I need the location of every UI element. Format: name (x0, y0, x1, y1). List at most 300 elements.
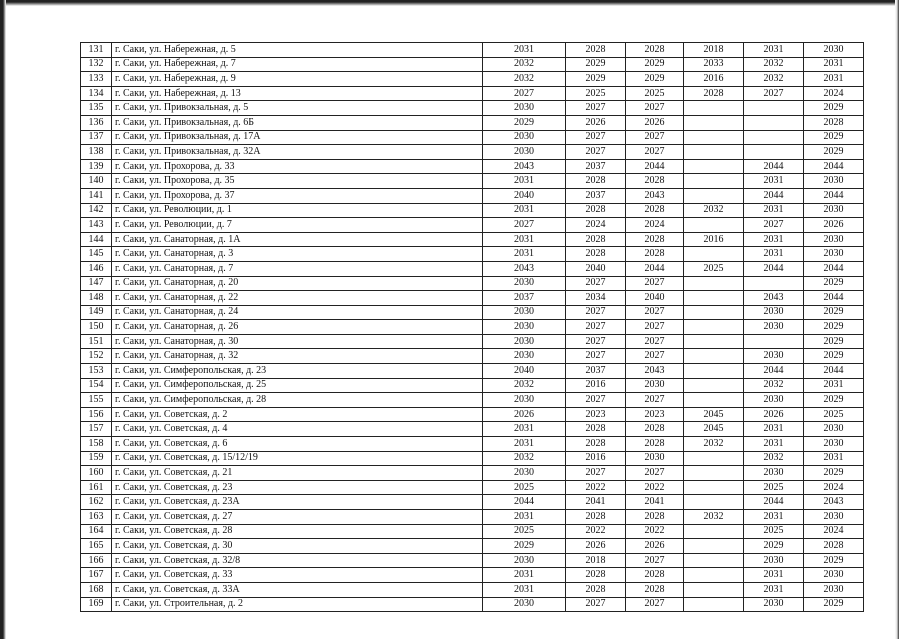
year-cell: 2026 (566, 115, 626, 130)
row-number-cell: 155 (81, 393, 112, 408)
year-cell: 2044 (804, 261, 864, 276)
table-row (81, 378, 864, 393)
year-cell: 2031 (744, 568, 804, 583)
year-cell: 2028 (566, 568, 626, 583)
year-cell: 2030 (744, 305, 804, 320)
row-number-cell: 159 (81, 451, 112, 466)
year-cell: 2029 (804, 145, 864, 160)
address-cell: г. Саки, ул. Строительная, д. 2 (112, 597, 483, 612)
year-cell: 2040 (483, 188, 566, 203)
year-cell (684, 305, 744, 320)
year-cell: 2027 (744, 86, 804, 101)
year-cell (684, 130, 744, 145)
year-cell: 2027 (626, 393, 684, 408)
building-schedule-table (80, 42, 864, 612)
table-row (81, 218, 864, 233)
year-cell: 2032 (744, 451, 804, 466)
row-number-cell: 137 (81, 130, 112, 145)
table-row (81, 349, 864, 364)
table-row (81, 393, 864, 408)
year-cell: 2028 (626, 247, 684, 262)
row-number-cell: 140 (81, 174, 112, 189)
table-row (81, 291, 864, 306)
year-cell: 2028 (566, 232, 626, 247)
year-cell: 2044 (804, 364, 864, 379)
row-number-cell: 141 (81, 188, 112, 203)
year-cell: 2043 (626, 188, 684, 203)
row-number-cell: 131 (81, 43, 112, 58)
address-cell: г. Саки, ул. Прохорова, д. 37 (112, 188, 483, 203)
address-cell: г. Саки, ул. Советская, д. 2 (112, 407, 483, 422)
row-number-cell: 136 (81, 115, 112, 130)
year-cell: 2025 (804, 407, 864, 422)
year-cell (684, 378, 744, 393)
row-number-cell: 138 (81, 145, 112, 160)
year-cell: 2032 (684, 437, 744, 452)
year-cell: 2027 (566, 145, 626, 160)
year-cell: 2028 (566, 43, 626, 58)
address-cell: г. Саки, ул. Советская, д. 4 (112, 422, 483, 437)
year-cell (744, 145, 804, 160)
year-cell: 2030 (483, 349, 566, 364)
address-cell: г. Саки, ул. Советская, д. 15/12/19 (112, 451, 483, 466)
year-cell: 2031 (744, 43, 804, 58)
year-cell: 2030 (804, 232, 864, 247)
year-cell: 2018 (684, 43, 744, 58)
year-cell (684, 597, 744, 612)
year-cell: 2024 (626, 218, 684, 233)
year-cell: 2028 (804, 539, 864, 554)
address-cell: г. Саки, ул. Советская, д. 27 (112, 510, 483, 525)
year-cell: 2026 (744, 407, 804, 422)
year-cell: 2031 (804, 57, 864, 72)
year-cell: 2044 (744, 364, 804, 379)
table-row (81, 320, 864, 335)
year-cell: 2030 (483, 130, 566, 145)
year-cell: 2028 (566, 510, 626, 525)
row-number-cell: 153 (81, 364, 112, 379)
row-number-cell: 164 (81, 524, 112, 539)
year-cell: 2031 (804, 451, 864, 466)
year-cell: 2027 (566, 276, 626, 291)
row-number-cell: 150 (81, 320, 112, 335)
year-cell: 2029 (483, 539, 566, 554)
year-cell: 2016 (684, 72, 744, 87)
address-cell: г. Саки, ул. Советская, д. 23 (112, 480, 483, 495)
table-row (81, 495, 864, 510)
year-cell: 2044 (626, 159, 684, 174)
year-cell: 2043 (744, 291, 804, 306)
row-number-cell: 169 (81, 597, 112, 612)
year-cell: 2044 (744, 188, 804, 203)
year-cell: 2029 (566, 72, 626, 87)
table-row (81, 72, 864, 87)
row-number-cell: 142 (81, 203, 112, 218)
year-cell: 2031 (744, 247, 804, 262)
year-cell: 2028 (566, 437, 626, 452)
year-cell: 2023 (626, 407, 684, 422)
year-cell: 2027 (566, 130, 626, 145)
table-row (81, 115, 864, 130)
year-cell: 2030 (483, 305, 566, 320)
year-cell (744, 276, 804, 291)
year-cell: 2043 (626, 364, 684, 379)
year-cell: 2030 (804, 582, 864, 597)
year-cell (684, 480, 744, 495)
year-cell: 2028 (566, 422, 626, 437)
year-cell: 2028 (626, 43, 684, 58)
year-cell: 2028 (626, 232, 684, 247)
year-cell: 2027 (566, 393, 626, 408)
row-number-cell: 134 (81, 86, 112, 101)
year-cell: 2031 (744, 582, 804, 597)
year-cell: 2028 (566, 174, 626, 189)
year-cell: 2043 (483, 261, 566, 276)
year-cell (684, 247, 744, 262)
year-cell: 2030 (804, 174, 864, 189)
year-cell: 2028 (626, 174, 684, 189)
row-number-cell: 160 (81, 466, 112, 481)
year-cell (684, 349, 744, 364)
year-cell (684, 393, 744, 408)
year-cell: 2029 (804, 393, 864, 408)
year-cell: 2029 (804, 466, 864, 481)
year-cell: 2044 (804, 291, 864, 306)
year-cell: 2030 (804, 247, 864, 262)
table-row (81, 43, 864, 58)
year-cell: 2024 (566, 218, 626, 233)
table-row (81, 130, 864, 145)
year-cell (744, 101, 804, 116)
scan-border-left (0, 0, 6, 639)
year-cell: 2032 (744, 57, 804, 72)
year-cell: 2030 (744, 597, 804, 612)
row-number-cell: 158 (81, 437, 112, 452)
year-cell: 2030 (483, 320, 566, 335)
row-number-cell: 166 (81, 553, 112, 568)
year-cell: 2029 (804, 553, 864, 568)
address-cell: г. Саки, ул. Санаторная, д. 3 (112, 247, 483, 262)
address-cell: г. Саки, ул. Санаторная, д. 1А (112, 232, 483, 247)
year-cell: 2031 (483, 203, 566, 218)
address-cell: г. Саки, ул. Революции, д. 7 (112, 218, 483, 233)
year-cell: 2027 (626, 597, 684, 612)
year-cell: 2031 (744, 174, 804, 189)
year-cell: 2032 (483, 378, 566, 393)
address-cell: г. Саки, ул. Санаторная, д. 26 (112, 320, 483, 335)
year-cell: 2022 (626, 480, 684, 495)
row-number-cell: 154 (81, 378, 112, 393)
scan-border-right (895, 0, 899, 639)
row-number-cell: 143 (81, 218, 112, 233)
year-cell: 2044 (744, 495, 804, 510)
row-number-cell: 146 (81, 261, 112, 276)
year-cell: 2025 (483, 480, 566, 495)
table-row (81, 247, 864, 262)
year-cell (684, 553, 744, 568)
year-cell (684, 495, 744, 510)
year-cell: 2031 (483, 582, 566, 597)
table-row (81, 480, 864, 495)
address-cell: г. Саки, ул. Симферопольская, д. 25 (112, 378, 483, 393)
year-cell: 2025 (566, 86, 626, 101)
year-cell: 2044 (804, 188, 864, 203)
year-cell: 2029 (566, 57, 626, 72)
year-cell: 2026 (626, 539, 684, 554)
row-number-cell: 148 (81, 291, 112, 306)
address-cell: г. Саки, ул. Привокзальная, д. 6Б (112, 115, 483, 130)
year-cell: 2044 (744, 159, 804, 174)
year-cell: 2030 (744, 320, 804, 335)
row-number-cell: 149 (81, 305, 112, 320)
row-number-cell: 168 (81, 582, 112, 597)
address-cell: г. Саки, ул. Советская, д. 33А (112, 582, 483, 597)
year-cell: 2030 (744, 349, 804, 364)
year-cell: 2027 (483, 218, 566, 233)
table-row (81, 553, 864, 568)
year-cell: 2027 (626, 145, 684, 160)
year-cell: 2032 (684, 203, 744, 218)
year-cell: 2029 (626, 57, 684, 72)
year-cell: 2028 (626, 510, 684, 525)
year-cell (684, 364, 744, 379)
year-cell: 2031 (744, 232, 804, 247)
year-cell: 2045 (684, 422, 744, 437)
year-cell: 2030 (804, 568, 864, 583)
year-cell: 2044 (804, 159, 864, 174)
table-row (81, 451, 864, 466)
year-cell: 2044 (626, 261, 684, 276)
table-row (81, 524, 864, 539)
table-row (81, 305, 864, 320)
table-row (81, 159, 864, 174)
year-cell: 2032 (744, 72, 804, 87)
year-cell: 2029 (804, 130, 864, 145)
year-cell: 2022 (626, 524, 684, 539)
year-cell: 2040 (566, 261, 626, 276)
year-cell: 2018 (566, 553, 626, 568)
year-cell (684, 320, 744, 335)
year-cell: 2027 (566, 101, 626, 116)
year-cell: 2031 (483, 247, 566, 262)
year-cell: 2037 (566, 364, 626, 379)
year-cell: 2016 (566, 378, 626, 393)
year-cell: 2030 (483, 466, 566, 481)
year-cell: 2027 (626, 553, 684, 568)
year-cell (684, 291, 744, 306)
year-cell: 2030 (483, 101, 566, 116)
year-cell: 2031 (483, 568, 566, 583)
year-cell: 2029 (804, 101, 864, 116)
year-cell: 2029 (483, 115, 566, 130)
address-cell: г. Саки, ул. Санаторная, д. 7 (112, 261, 483, 276)
address-cell: г. Саки, ул. Набережная, д. 7 (112, 57, 483, 72)
row-number-cell: 165 (81, 539, 112, 554)
year-cell: 2030 (804, 510, 864, 525)
year-cell: 2025 (626, 86, 684, 101)
table-row (81, 86, 864, 101)
year-cell: 2027 (566, 597, 626, 612)
address-cell: г. Саки, ул. Советская, д. 28 (112, 524, 483, 539)
row-number-cell: 157 (81, 422, 112, 437)
year-cell (684, 145, 744, 160)
table-body (81, 43, 864, 612)
year-cell (684, 524, 744, 539)
year-cell (684, 451, 744, 466)
year-cell: 2016 (684, 232, 744, 247)
year-cell: 2026 (804, 218, 864, 233)
year-cell (684, 159, 744, 174)
address-cell: г. Саки, ул. Прохорова, д. 33 (112, 159, 483, 174)
year-cell: 2044 (744, 261, 804, 276)
year-cell: 2029 (804, 597, 864, 612)
year-cell: 2031 (804, 72, 864, 87)
year-cell: 2037 (566, 188, 626, 203)
row-number-cell: 145 (81, 247, 112, 262)
year-cell: 2025 (483, 524, 566, 539)
table-row (81, 466, 864, 481)
address-cell: г. Саки, ул. Советская, д. 30 (112, 539, 483, 554)
year-cell: 2027 (626, 276, 684, 291)
year-cell: 2030 (804, 43, 864, 58)
year-cell (684, 218, 744, 233)
address-cell: г. Саки, ул. Советская, д. 33 (112, 568, 483, 583)
year-cell: 2027 (566, 305, 626, 320)
year-cell: 2030 (744, 553, 804, 568)
year-cell: 2027 (626, 130, 684, 145)
year-cell: 2031 (483, 437, 566, 452)
year-cell: 2031 (483, 422, 566, 437)
year-cell: 2030 (744, 393, 804, 408)
row-number-cell: 167 (81, 568, 112, 583)
year-cell (684, 582, 744, 597)
address-cell: г. Саки, ул. Санаторная, д. 22 (112, 291, 483, 306)
table-row (81, 232, 864, 247)
row-number-cell: 144 (81, 232, 112, 247)
year-cell: 2031 (744, 437, 804, 452)
table-row (81, 597, 864, 612)
year-cell: 2029 (626, 72, 684, 87)
address-cell: г. Саки, ул. Симферопольская, д. 23 (112, 364, 483, 379)
table-row (81, 261, 864, 276)
year-cell: 2030 (483, 145, 566, 160)
year-cell (684, 276, 744, 291)
year-cell: 2027 (566, 349, 626, 364)
address-cell: г. Саки, ул. Привокзальная, д. 17А (112, 130, 483, 145)
row-number-cell: 147 (81, 276, 112, 291)
year-cell: 2041 (566, 495, 626, 510)
row-number-cell: 162 (81, 495, 112, 510)
year-cell: 2030 (626, 378, 684, 393)
year-cell: 2031 (744, 510, 804, 525)
year-cell (744, 130, 804, 145)
year-cell: 2026 (483, 407, 566, 422)
address-cell: г. Саки, ул. Санаторная, д. 32 (112, 349, 483, 364)
address-cell: г. Саки, ул. Санаторная, д. 24 (112, 305, 483, 320)
year-cell (684, 334, 744, 349)
year-cell: 2034 (566, 291, 626, 306)
address-cell: г. Саки, ул. Набережная, д. 5 (112, 43, 483, 58)
year-cell: 2025 (684, 261, 744, 276)
year-cell: 2022 (566, 480, 626, 495)
table-row (81, 188, 864, 203)
address-cell: г. Саки, ул. Набережная, д. 9 (112, 72, 483, 87)
year-cell: 2030 (804, 203, 864, 218)
row-number-cell: 152 (81, 349, 112, 364)
year-cell: 2028 (566, 582, 626, 597)
year-cell (684, 174, 744, 189)
year-cell: 2029 (804, 320, 864, 335)
table-row (81, 510, 864, 525)
address-cell: г. Саки, ул. Санаторная, д. 30 (112, 334, 483, 349)
year-cell: 2043 (483, 159, 566, 174)
year-cell: 2030 (744, 466, 804, 481)
year-cell: 2044 (483, 495, 566, 510)
year-cell: 2032 (483, 72, 566, 87)
year-cell: 2030 (483, 334, 566, 349)
year-cell: 2033 (684, 57, 744, 72)
year-cell: 2028 (804, 115, 864, 130)
year-cell: 2031 (744, 422, 804, 437)
year-cell: 2029 (804, 305, 864, 320)
year-cell: 2028 (626, 203, 684, 218)
year-cell: 2030 (483, 276, 566, 291)
table-row (81, 539, 864, 554)
year-cell: 2025 (744, 524, 804, 539)
year-cell: 2037 (483, 291, 566, 306)
year-cell: 2027 (566, 466, 626, 481)
year-cell: 2032 (744, 378, 804, 393)
address-cell: г. Саки, ул. Советская, д. 23А (112, 495, 483, 510)
table-row (81, 364, 864, 379)
row-number-cell: 135 (81, 101, 112, 116)
table-row (81, 568, 864, 583)
row-number-cell: 132 (81, 57, 112, 72)
row-number-cell: 151 (81, 334, 112, 349)
year-cell: 2027 (626, 349, 684, 364)
year-cell: 2028 (566, 247, 626, 262)
address-cell: г. Саки, ул. Советская, д. 32/8 (112, 553, 483, 568)
address-cell: г. Саки, ул. Набережная, д. 13 (112, 86, 483, 101)
year-cell (684, 188, 744, 203)
year-cell: 2016 (566, 451, 626, 466)
table-row (81, 57, 864, 72)
address-cell: г. Саки, ул. Революции, д. 1 (112, 203, 483, 218)
year-cell: 2028 (626, 422, 684, 437)
year-cell: 2032 (483, 451, 566, 466)
year-cell: 2031 (483, 510, 566, 525)
row-number-cell: 161 (81, 480, 112, 495)
year-cell: 2028 (626, 582, 684, 597)
address-cell: г. Саки, ул. Советская, д. 21 (112, 466, 483, 481)
table-row (81, 203, 864, 218)
year-cell: 2031 (483, 232, 566, 247)
year-cell: 2025 (744, 480, 804, 495)
year-cell: 2027 (626, 320, 684, 335)
year-cell: 2030 (626, 451, 684, 466)
row-number-cell: 139 (81, 159, 112, 174)
year-cell: 2032 (483, 57, 566, 72)
year-cell (684, 115, 744, 130)
year-cell: 2027 (626, 466, 684, 481)
table-row (81, 145, 864, 160)
year-cell: 2045 (684, 407, 744, 422)
year-cell: 2031 (483, 174, 566, 189)
address-cell: г. Саки, ул. Санаторная, д. 20 (112, 276, 483, 291)
year-cell: 2029 (804, 349, 864, 364)
year-cell: 2027 (744, 218, 804, 233)
year-cell (684, 568, 744, 583)
